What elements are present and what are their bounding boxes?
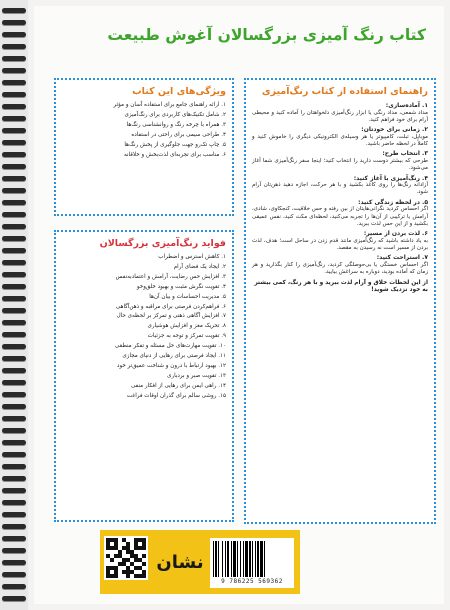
spiral-ring <box>2 164 26 169</box>
svg-text:نشان: نشان <box>156 552 204 573</box>
spiral-ring <box>2 380 26 385</box>
guide-closing-note: از این لحظات خلاق و آرام لذت ببرید و با هر رنگ، کمی بیشتر به خود نزدیک شوید! <box>254 279 428 294</box>
usage-guide-section <box>252 230 428 252</box>
guide-step-text: طرحی که بیشتر دوست دارید را انتخاب کنید؛ اینجا سفر رنگ‌آمیزی شما آغاز می‌شود. <box>252 157 428 172</box>
benefit-item: ۹. تقویت تمرکز و توجه به جزئیات <box>147 333 226 340</box>
benefit-item: ۲. ایجاد یک فضای آرام <box>173 263 226 270</box>
usage-guide-section <box>252 175 428 197</box>
spiral-ring <box>2 296 26 301</box>
guide-step-title: ۳. انتخاب طرح: <box>382 150 428 158</box>
spiral-ring <box>2 392 26 397</box>
benefit-item: ۸. تحریک مغز و افزایش هوشیاری <box>147 323 226 330</box>
feature-item: ۶. مناسب برای تجربه‌ای لذت‌بخش و خلاقانه <box>124 151 226 158</box>
benefits-heading: فواید رنگ‌آمیزی بزرگسالان <box>99 238 226 249</box>
benefit-item: ۵. مدیریت احساسات و بیان آن‌ها <box>149 293 226 300</box>
spiral-ring <box>2 20 26 25</box>
usage-guide-section <box>252 199 428 228</box>
benefit-item: ۴. تقویت نگرش مثبت و بهبود خلق‌وخو <box>136 283 226 290</box>
feature-item: ۴. طراحی سیمی برای راحتی در استفاده <box>131 131 226 138</box>
spiral-ring <box>2 464 26 469</box>
spiral-ring <box>2 80 26 85</box>
spiral-binding <box>0 0 28 610</box>
spiral-ring <box>2 56 26 61</box>
spiral-ring <box>2 8 26 13</box>
benefit-item: ۱۱. ایجاد فرصتی برای رهایی از دنیای مجازی <box>122 353 226 360</box>
spiral-ring <box>2 488 26 493</box>
usage-guide-section <box>252 126 428 148</box>
spiral-ring <box>2 500 26 505</box>
qr-code-icon <box>104 536 148 580</box>
spiral-ring <box>2 224 26 229</box>
usage-guide-section <box>252 102 428 124</box>
benefits-box <box>54 230 234 522</box>
spiral-ring <box>2 356 26 361</box>
spiral-ring <box>2 308 26 313</box>
guide-step-text: آزادانه رنگ‌ها را روی کاغذ بکشید و با هر حرکت، اجازه دهید ذهن‌تان آرام شود. <box>252 182 428 196</box>
isbn-number: 9 786225 569362 <box>221 578 283 585</box>
spiral-ring <box>2 440 26 445</box>
spiral-ring <box>2 32 26 37</box>
feature-item: ۲. شامل تکنیک‌های کاربردی برای رنگ‌آمیزی <box>124 111 226 118</box>
features-heading: ویژگی‌های این کتاب <box>132 86 226 97</box>
spiral-ring <box>2 212 26 217</box>
spiral-ring <box>2 572 26 577</box>
usage-guide-section <box>252 254 428 276</box>
spiral-ring <box>2 524 26 529</box>
spiral-ring <box>2 560 26 565</box>
guide-step-text: به یاد داشته باشید که رنگ‌آمیزی مانند قدم زدن در ساحل است؛ هدف، لذت بردن از مسیر است نه رسیدن به مقصد. <box>252 237 428 252</box>
guide-step-text: موبایل، تبلت، کامپیوتر یا هر وسیله‌ی الکترونیکی دیگری را خاموش کنید و کاملاً در لحظه حاضر باشید. <box>252 133 428 148</box>
feature-item: ۳. همراه با چرخه رنگ و روانشناسی رنگ‌ها <box>126 121 226 128</box>
publisher-logo <box>156 540 204 580</box>
benefit-item: ۱۵. روشی سالم برای گذران اوقات فراغت <box>126 392 226 399</box>
spiral-ring <box>2 200 26 205</box>
spiral-ring <box>2 536 26 541</box>
feature-item: ۱. ارائه راهنمای جامع برای استفاده آسان و مؤثر <box>113 102 226 108</box>
spiral-ring <box>2 416 26 421</box>
usage-guide-box <box>244 78 436 524</box>
spiral-ring <box>2 404 26 409</box>
benefit-item: ۱۲. بهبود ارتباط با درون و شناخت عمیق‌تر خود <box>116 362 226 369</box>
guide-step-title: ۵. در لحظه زندگی کنید: <box>358 198 428 206</box>
spiral-ring <box>2 332 26 337</box>
spiral-ring <box>2 476 26 481</box>
spiral-ring <box>2 548 26 553</box>
isbn-barcode <box>210 538 294 588</box>
spiral-ring <box>2 452 26 457</box>
benefit-item: ۱۰. تقویت مهارت‌های حل مسئله و تفکر منطقی <box>114 343 226 350</box>
benefit-item: ۱۳. تقویت صبر و بردباری <box>167 372 226 379</box>
spiral-ring <box>2 248 26 253</box>
benefit-item: ۱۴. راهی ایمن برای رهایی از افکار منفی <box>130 382 226 389</box>
back-cover <box>34 6 444 604</box>
spiral-ring <box>2 188 26 193</box>
benefit-item: ۶. فراهم‌کردن فرصتی برای مراقبه و ذهن‌آگاهی <box>115 303 226 310</box>
spiral-ring <box>2 140 26 145</box>
features-box <box>54 78 234 216</box>
usage-guide-section <box>252 150 428 172</box>
spiral-ring <box>2 344 26 349</box>
guide-step-text: اگر احساس کردید نگرانی‌هایتان از بین رفته و حس خلاقیت، کنجکاوی، شادی، آرامش یا ترکیبی از آن‌ها را تجربه می‌کنید، لحظه‌ای مکث کنید، نفس عمیقی بکشید و از این حس لذت ببرید. <box>252 206 428 227</box>
spiral-ring <box>2 512 26 517</box>
spiral-ring <box>2 128 26 133</box>
spiral-ring <box>2 584 26 589</box>
spiral-ring <box>2 116 26 121</box>
guide-step-title: ۲. زمانی برای خودتان: <box>361 126 428 134</box>
spiral-ring <box>2 260 26 265</box>
guide-step-text: مداد شمعی، مداد رنگی یا ابزار رنگ‌آمیزی دلخواهتان را آماده کنید و محیطی آرام برای خود فراهم کنید. <box>252 109 428 123</box>
barcode-bars <box>213 541 291 577</box>
spiral-ring <box>2 44 26 49</box>
usage-guide-heading: راهنمای استفاده از کتاب رنگ‌آمیزی <box>261 86 428 97</box>
spiral-ring <box>2 272 26 277</box>
benefit-item: ۷. افزایش آگاهی ذهنی و تمرکز بر لحظه‌ی حال <box>116 313 226 320</box>
guide-step-title: ۴. رنگ‌آمیزی با آغاز کنید: <box>353 174 428 182</box>
spiral-ring <box>2 152 26 157</box>
spiral-ring <box>2 428 26 433</box>
spiral-ring <box>2 92 26 97</box>
spiral-ring <box>2 104 26 109</box>
guide-step-title: ۶. لذت بردن از مسیر: <box>363 230 428 238</box>
spiral-ring <box>2 236 26 241</box>
spiral-ring <box>2 596 26 601</box>
spiral-ring <box>2 284 26 289</box>
spiral-ring <box>2 176 26 181</box>
spiral-ring <box>2 320 26 325</box>
benefit-item: ۱. کاهش استرس و اضطراب <box>158 254 226 260</box>
spiral-ring <box>2 68 26 73</box>
benefit-item: ۳. افزایش حس رضایت، آرامش و اعتماد‌به‌نفس <box>115 273 226 280</box>
book-title: کتاب رنگ آمیزی بزرگسالان آغوش طبیعت <box>107 26 426 44</box>
feature-item: ۵. چاپ تک‌رو جهت جلوگیری از پخش رنگ‌ها <box>124 141 226 148</box>
spiral-ring <box>2 368 26 373</box>
guide-step-title: ۷. استراحت کنید: <box>376 254 428 262</box>
guide-step-title: ۱. آماده‌سازی: <box>385 102 428 109</box>
guide-step-text: اگر احساس خستگی یا بی‌حوصلگی کردید، رنگ‌آمیزی را کنار بگذارید و هر زمان که آماده بودید، دوباره به سراغش بیایید. <box>252 262 428 276</box>
